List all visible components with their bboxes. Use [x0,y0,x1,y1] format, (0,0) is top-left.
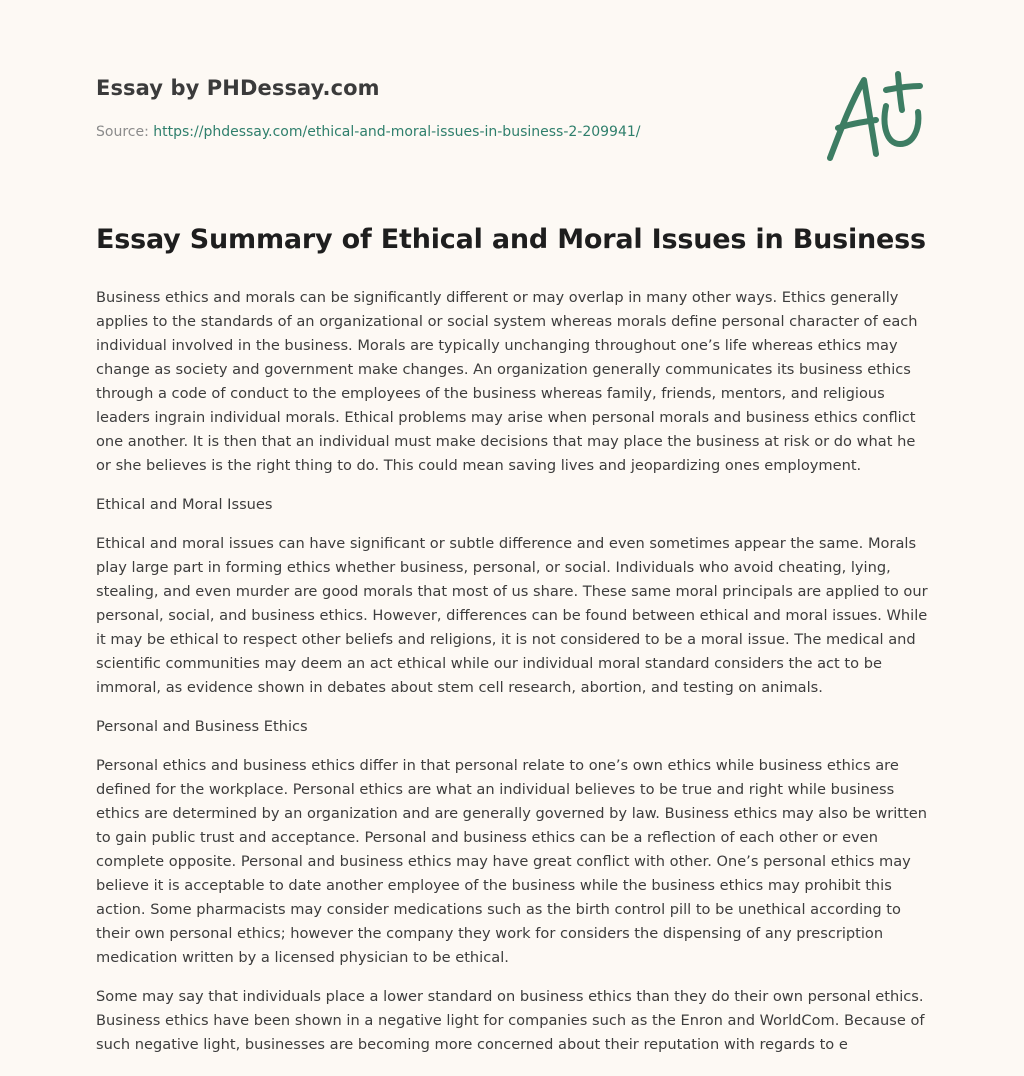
paragraph-3: Personal ethics and business ethics differ in that personal relate to one’s own ethics while business ethics are defined for the workplace. Personal ethics are what an individual believes to be true and right while business ethics are determined by an organization and are generally governed by law. Business ethics may also be written to gain public trust and acceptance. Personal and business ethics can be a reflection of each other or even complete opposite. Personal and business ethics may have great conflict with other. One’s personal ethics may believe it is acceptable to date another employee of the business while the business ethics may prohibit this action. Some pharmacists may consider medications such as the birth control pill to be unethical according to their own personal ethics; however the company they work for considers the dispensing of any prescription medication written by a licensed physician to be ethical. [96,757,927,966]
a-plus-grade-icon [816,66,926,166]
section-heading-personal-business: Personal and Business Ethics [96,718,308,735]
essay-title: Essay Summary of Ethical and Moral Issues in Business [96,224,926,255]
essay-body [96,286,934,1072]
source-link[interactable]: https://phdessay.com/ethical-and-moral-issues-in-business-2-209941/ [153,124,641,140]
paragraph-2: Ethical and moral issues can have significant or subtle difference and even sometimes appear the same. Morals play large part in forming ethics whether business, personal, or social. Individuals who avoid cheating, lying, stealing, and even murder are good morals that most of us share. These same moral principals are applied to our personal, social, and business ethics. However, differences can be found between ethical and moral issues. While it may be ethical to respect other beliefs and religions, it is not considered to be a moral issue. The medical and scientific communities may deem an act ethical while our individual moral standard considers the act to be immoral, as evidence shown in debates about stem cell research, abortion, and testing on animals. [96,535,928,696]
source-label: Source: [96,124,154,140]
section-heading-ethical-moral: Ethical and Moral Issues [96,496,273,513]
paragraph-4: Some may say that individuals place a lower standard on business ethics than they do their own personal ethics. Business ethics have been shown in a negative light for companies such as the Enron and WorldCom. Because of such negative light, businesses are becoming more concerned about their reputation with regards to e [96,988,925,1053]
source-line [96,124,641,140]
site-brand: Essay by PHDessay.com [96,76,380,100]
paragraph-1: Business ethics and morals can be significantly different or may overlap in many other ways. Ethics generally applies to the standards of an organizational or social system whereas morals define personal character of each individual involved in the business. Morals are typically unchanging throughout one’s life whereas ethics may change as society and government make changes. An organization generally communicates its business ethics through a code of conduct to the employees of the business whereas family, friends, mentors, and religious leaders ingrain individual morals. Ethical problems may arise when personal morals and business ethics conflict one another. It is then that an individual must make decisions that may place the business at risk or do what he or she believes is the right thing to do. This could mean saving lives and jeopardizing ones employment. [96,289,918,474]
